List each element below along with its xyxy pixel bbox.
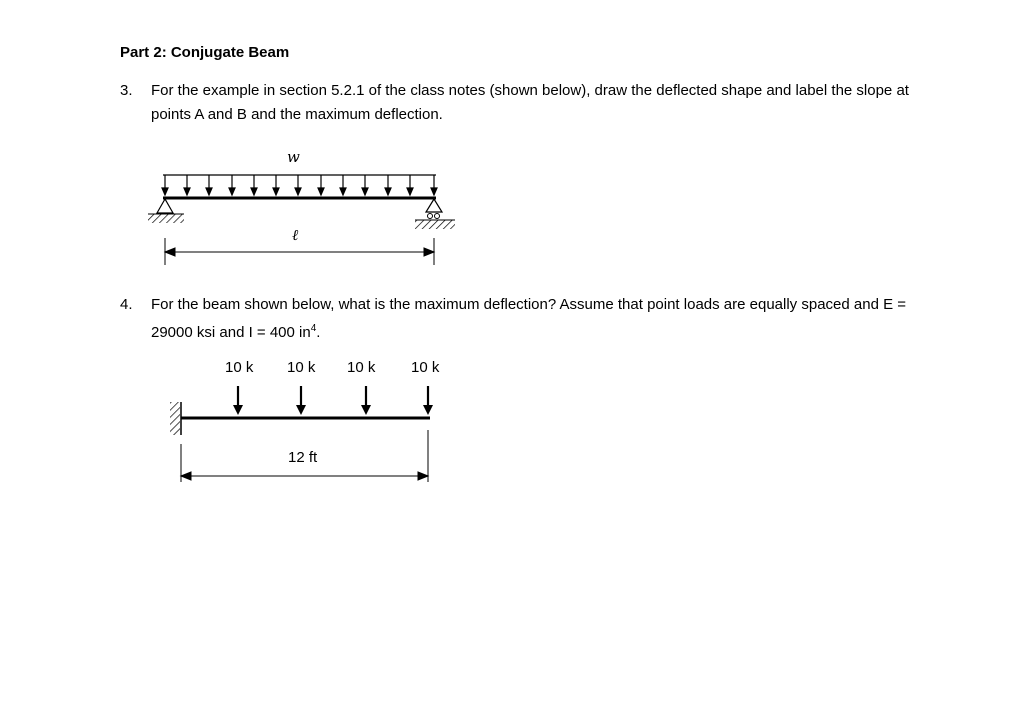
question-3-text: For the example in section 5.2.1 of the class notes (shown below), draw the deflected shape and label the slope at points A and B and the maximum deflection.: [151, 82, 909, 123]
point-load-label: 10 k: [411, 359, 440, 376]
roller-support-right: [415, 199, 455, 229]
point-load-label: 10 k: [225, 359, 254, 376]
cantilever-beam-figure: [170, 386, 433, 482]
span-dimension-line: [165, 238, 434, 265]
page-heading: Part 2: Conjugate Beam: [120, 44, 290, 61]
fixed-wall-support: [170, 402, 180, 435]
distributed-load-label: w: [287, 148, 300, 166]
simply-supported-beam-figure: [148, 175, 455, 265]
question-3-number: 3.: [120, 82, 133, 99]
span-length-label: ℓ: [292, 226, 299, 244]
pin-support-left: [148, 199, 184, 223]
udl-arrows: [162, 175, 437, 195]
point-load-arrows: [233, 386, 433, 415]
question-4-number: 4.: [120, 296, 133, 313]
beam-length-label: 12 ft: [288, 449, 318, 466]
point-load-label: 10 k: [347, 359, 376, 376]
question-4-text: For the beam shown below, what is the maximum deflection? Assume that point loads are equally spaced and E = 29000 ksi and I = 400 $in^4$.: [151, 296, 907, 341]
point-load-label: 10 k: [287, 359, 316, 376]
